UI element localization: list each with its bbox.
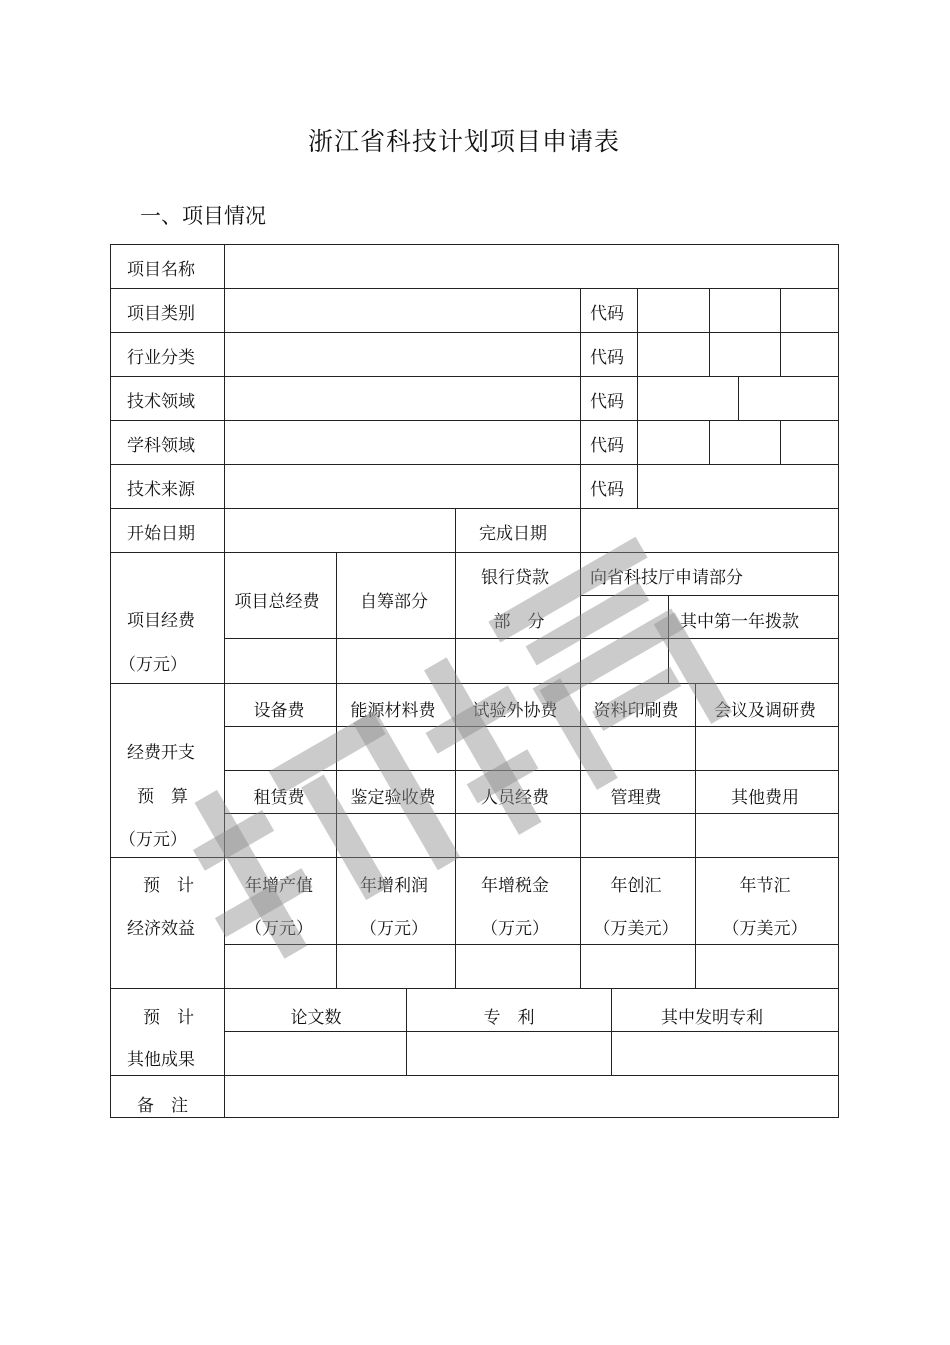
label-end-date: 完成日期 (479, 524, 547, 544)
budget-item: 人员经费 (481, 788, 549, 808)
label-project-category: 项目类别 (127, 304, 195, 324)
label-budget-2: 预 算 (137, 787, 188, 807)
benefit-item: 年节汇 (739, 876, 791, 896)
label-code: 代码 (590, 348, 624, 368)
budget-item: 会议及调研费 (714, 701, 816, 721)
benefit-item: 年增税金 (481, 876, 549, 896)
budget-item: 设备费 (253, 701, 305, 721)
label-tech-field: 技术领域 (127, 392, 195, 412)
benefit-unit: （万美元） (593, 919, 679, 939)
outcome-item: 专 利 (483, 1008, 535, 1028)
label-code: 代码 (590, 392, 624, 412)
label-budget-unit: （万元） (119, 830, 187, 850)
label-code: 代码 (590, 436, 624, 456)
benefit-unit: （万元） (481, 919, 549, 939)
label-funding: 项目经费 (127, 611, 195, 631)
outcome-item: 其中发明专利 (661, 1008, 763, 1028)
budget-item: 鉴定验收费 (350, 788, 436, 808)
benefit-item: 年增产值 (245, 876, 313, 896)
benefit-item: 年增利润 (360, 876, 428, 896)
budget-item: 租赁费 (253, 788, 305, 808)
label-outcomes: 预 计 (143, 1008, 194, 1028)
budget-item: 其他费用 (731, 788, 799, 808)
label-remarks: 备 注 (137, 1096, 188, 1116)
benefit-item: 年创汇 (610, 876, 662, 896)
label-code: 代码 (590, 304, 624, 324)
label-benefit-2: 经济效益 (127, 919, 195, 939)
benefit-unit: （万美元） (722, 919, 808, 939)
label-bank-loan-part: 部 分 (493, 612, 545, 632)
label-code: 代码 (590, 480, 624, 500)
label-bank-loan: 银行贷款 (481, 568, 549, 588)
label-provincial-request: 向省科技厅申请部分 (590, 568, 743, 588)
label-tech-source: 技术来源 (127, 480, 195, 500)
benefit-unit: （万元） (245, 919, 313, 939)
form-title: 浙江省科技计划项目申请表 (307, 127, 620, 156)
budget-item: 试验外协费 (472, 701, 558, 721)
label-budget: 经费开支 (127, 743, 195, 763)
budget-item: 管理费 (610, 788, 662, 808)
label-discipline: 学科领域 (127, 436, 195, 456)
label-outcomes-2: 其他成果 (127, 1050, 195, 1070)
budget-item: 资料印刷费 (593, 701, 679, 721)
label-first-year: 其中第一年拨款 (680, 612, 799, 632)
label-start-date: 开始日期 (127, 524, 195, 544)
label-project-name: 项目名称 (127, 260, 195, 280)
benefit-unit: （万元） (360, 919, 428, 939)
label-industry: 行业分类 (127, 348, 195, 368)
budget-item: 能源材料费 (350, 701, 436, 721)
label-funding-unit: （万元） (119, 655, 187, 675)
outcome-item: 论文数 (290, 1008, 342, 1028)
label-total-funding: 项目总经费 (234, 592, 320, 612)
label-benefit: 预 计 (143, 876, 194, 896)
section-heading: 一、项目情况 (140, 204, 266, 228)
label-self-raised: 自筹部分 (360, 592, 428, 612)
